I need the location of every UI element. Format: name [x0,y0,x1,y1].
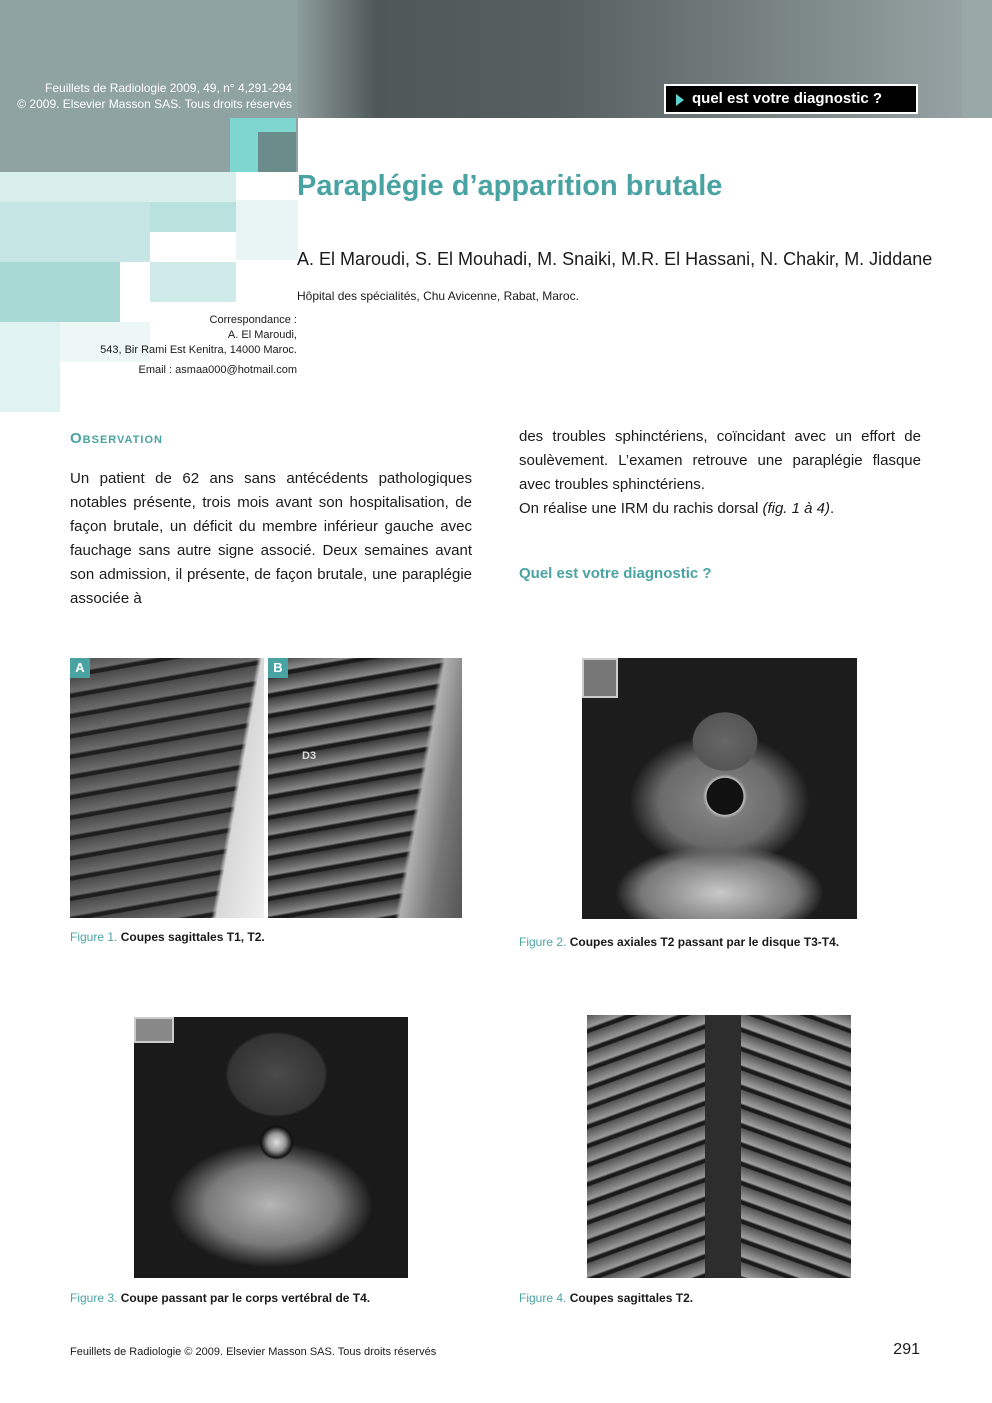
figure-1-panel-b-image [268,658,462,918]
figure-1-caption [70,930,265,944]
question-heading: Quel est votre diagnostic ? [519,565,712,582]
figure-2-caption-text: Coupes axiales T2 passant par le disque T3-T4. [569,935,840,949]
irm-sentence [519,497,921,521]
page-footer: Feuillets de Radiologie © 2009. Elsevier Masson SAS. Tous droits réservés [70,1346,437,1358]
figure-4-image [587,1015,851,1278]
figure-2-localizer-inset [582,658,618,698]
figure-1-label: Figure 1. [70,930,118,944]
figure-3-image [134,1017,408,1278]
correspondence-block [60,313,297,358]
correspondence-name: A. El Maroudi, [227,329,297,341]
figure-2-image [582,658,857,919]
observation-paragraph-col2: des troubles sphinctériens, coïncidant avec un effort de soulèvement. L’examen retrouve une paraplégie flasque avec troubles sphinctériens. [519,428,921,493]
section-heading-observation: Observation [70,430,163,447]
figure-4-caption [519,1291,693,1305]
irm-end: . [829,500,835,517]
figure-4-divider [705,1015,741,1278]
figure-1-panel-a-image [70,658,264,918]
irm-text: On réalise une IRM du rachis dorsal [519,500,763,517]
journal-line-1: Feuillets de Radiologie 2009, 49, n° 4,291-294 [45,81,292,95]
diagnostic-banner [664,84,918,114]
figure-4-caption-text: Coupes sagittales T2. [569,1291,694,1305]
figure-3-caption [70,1291,370,1305]
figure-3-label: Figure 3. [70,1291,118,1305]
vertebra-annotation: D3 [302,750,317,762]
correspondence-label: Correspondance : [209,314,297,326]
figure-3-caption-text: Coupe passant par le corps vertébral de T4. [120,1291,371,1305]
header-edge-strip [962,0,992,118]
article-authors: A. El Maroudi, S. El Mouhadi, M. Snaiki, M.R. El Hassani, N. Chakir, M. Jiddane [297,249,933,269]
figure-1-caption-text: Coupes sagittales T1, T2. [120,930,265,944]
figure-2-caption [519,935,839,949]
triangle-arrow-icon [676,94,684,106]
observation-paragraph-col1: Un patient de 62 ans sans antécédents pathologiques notables présente, trois mois avant son hospitalisation, de façon brutale, un déficit du membre inférieur gauche avec fauchage sans autre signe associé. Deux semaines avant son admission, il présente, de façon brutale, une paraplégie associée à [70,470,472,607]
journal-citation [0,80,292,112]
article-title: Paraplégie d’apparition brutale [297,170,723,202]
correspondence-email: Email : asmaa000@hotmail.com [138,364,297,376]
panel-label-b: B [268,658,288,678]
figure-4-right-panel [741,1015,851,1278]
diagnostic-banner-label: quel est votre diagnostic ? [692,90,883,107]
figure-2-label: Figure 2. [519,935,567,949]
figure-4-label: Figure 4. [519,1291,567,1305]
correspondence-address: 543, Bir Rami Est Kenitra, 14000 Maroc. [100,344,297,356]
panel-label-a: A [70,658,90,678]
figure-3-localizer-inset [134,1017,174,1043]
figure-4-left-panel [587,1015,705,1278]
page-number: 291 [893,1341,920,1358]
journal-line-2: © 2009. Elsevier Masson SAS. Tous droits réservés [17,97,292,111]
figure-reference-link[interactable]: (fig. 1 à 4) [762,500,830,517]
article-affiliation: Hôpital des spécialités, Chu Avicenne, Rabat, Maroc. [297,289,579,303]
